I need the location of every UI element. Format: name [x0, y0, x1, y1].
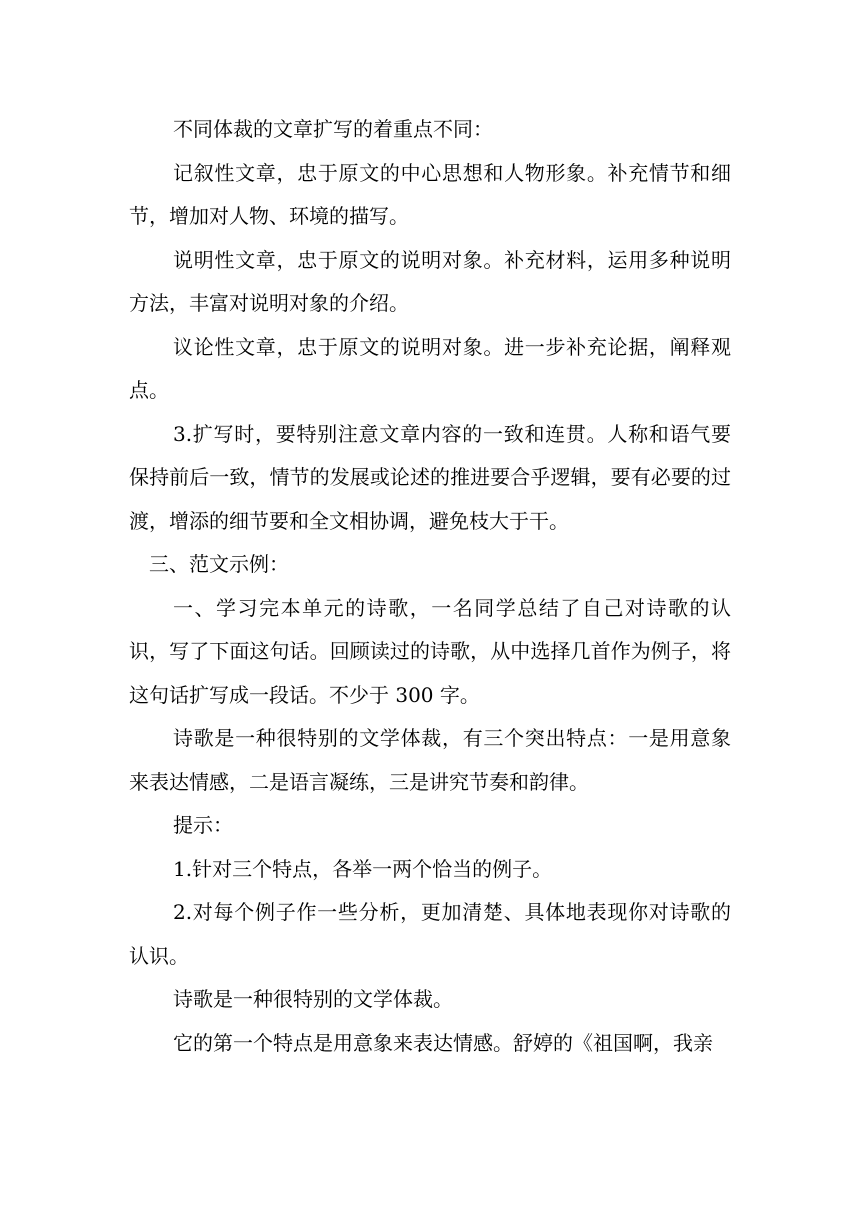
paragraph: 1.针对三个特点，各举一两个恰当的例子。 — [173, 856, 553, 881]
paragraph: 提示： — [173, 813, 233, 837]
paragraph: 议论性文章，忠于原文的说明对象。进一步补充论据，阐释观点。 — [129, 334, 731, 402]
paragraph: 2.对每个例子作一些分析，更加清楚、具体地表现你对诗歌的认识。 — [129, 900, 731, 968]
paragraph: 3.扩写时，要特别注意文章内容的一致和连贯。人称和语气要保持前后一致，情节的发展或论述的推进要合乎逻辑，要有必要的过渡，增添的细节要和全文相协调，避免枝大于干。 — [129, 421, 731, 533]
paragraph: 不同体裁的文章扩写的着重点不同： — [173, 117, 493, 141]
paragraph: 诗歌是一种很特别的文学体裁，有三个突出特点：一是用意象来表达情感，二是语言凝练，三是讲究节奏和韵律。 — [129, 726, 731, 794]
section-heading: 三、范文示例： — [149, 552, 289, 576]
paragraph: 诗歌是一种很特别的文学体裁。 — [173, 987, 453, 1011]
paragraph: 一、学习完本单元的诗歌，一名同学总结了自己对诗歌的认识，写了下面这句话。回顾读过的诗歌，从中选择几首作为例子，将这句话扩写成一段话。不少于 300 字。 — [129, 595, 731, 707]
paragraph: 它的第一个特点是用意象来表达情感。舒婷的《祖国啊，我亲 — [173, 1030, 713, 1055]
paragraph: 说明性文章，忠于原文的说明对象。补充材料，运用多种说明方法，丰富对说明对象的介绍。 — [129, 247, 731, 315]
paragraph: 记叙性文章，忠于原文的中心思想和人物形象。补充情节和细节，增加对人物、环境的描写。 — [129, 160, 731, 228]
document-body — [129, 108, 731, 1065]
